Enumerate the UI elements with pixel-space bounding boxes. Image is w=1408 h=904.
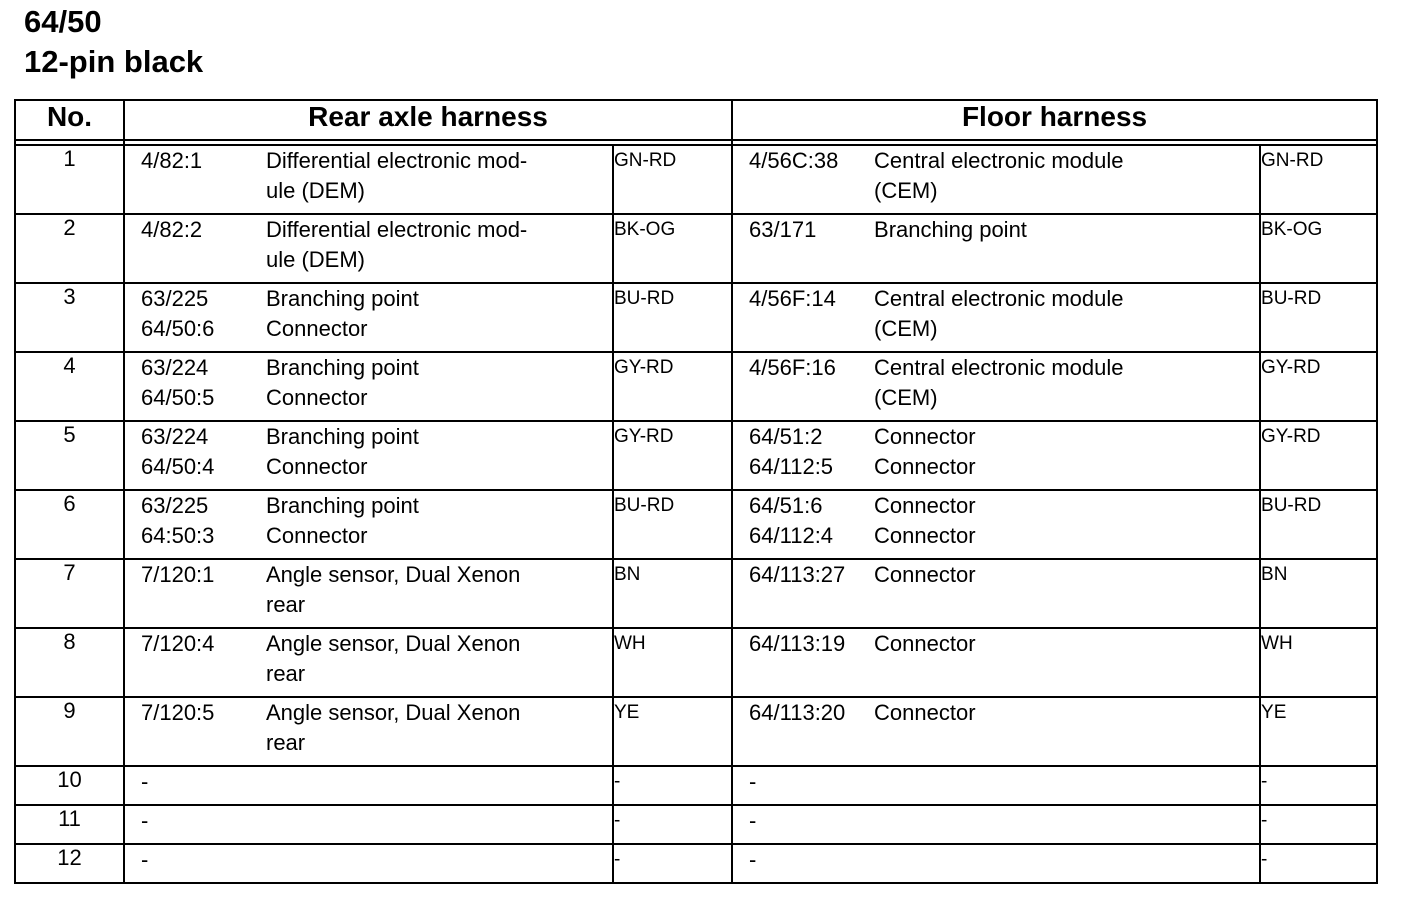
floor-wire-color: [1260, 283, 1377, 352]
rear-description-line-1: Branching point: [266, 493, 419, 518]
rear-wire-color: [613, 490, 732, 559]
floor-wire-color: [1260, 145, 1377, 214]
floor-ref-line-1: -: [749, 847, 757, 872]
floor-ref: [732, 628, 874, 697]
rear-description-line-2: Connector: [266, 385, 368, 410]
rear-description-line-2: ule (DEM): [266, 247, 366, 272]
rear-description: [266, 145, 613, 214]
rear-ref-line-1: 63/224: [141, 355, 209, 380]
floor-wire-color-line-1: BK-OG: [1261, 219, 1323, 240]
rear-description-line-1: Branching point: [266, 286, 419, 311]
floor-ref-line-1: 64/113:19: [749, 631, 846, 656]
rear-description-line-1: Angle sensor, Dual Xenon: [266, 562, 521, 587]
floor-description: [874, 145, 1260, 214]
floor-wire-color: [1260, 844, 1377, 883]
rear-wire-color-line-1: BU-RD: [614, 495, 675, 516]
floor-ref-line-2: 64/112:5: [749, 454, 834, 479]
pin-number-line-1: 4: [63, 353, 76, 378]
floor-ref-line-1: -: [749, 808, 757, 833]
rear-ref-line-1: 7/120:1: [141, 562, 215, 587]
rear-description-line-2: Connector: [266, 523, 368, 548]
pin-number-line-1: 3: [63, 284, 76, 309]
rear-description-line-1: Angle sensor, Dual Xenon: [266, 631, 521, 656]
floor-description: [874, 421, 1260, 490]
rear-description: [266, 766, 613, 805]
rear-ref: [124, 697, 266, 766]
header-no: No.: [15, 100, 124, 140]
floor-description-line-1: Connector: [874, 700, 976, 725]
connector-id: 64/50: [24, 4, 102, 39]
rear-description: [266, 352, 613, 421]
floor-description-line-1: Connector: [874, 631, 976, 656]
floor-ref: [732, 844, 874, 883]
rear-wire-color: [613, 352, 732, 421]
floor-ref-line-1: -: [749, 769, 757, 794]
rear-ref-line-1: 7/120:5: [141, 700, 215, 725]
floor-wire-color: [1260, 559, 1377, 628]
table-row: [15, 766, 1377, 805]
rear-description-line-1: Branching point: [266, 355, 419, 380]
table-row: [15, 490, 1377, 559]
rear-ref: [124, 805, 266, 844]
rear-wire-color: [613, 559, 732, 628]
floor-ref-line-1: 4/56C:38: [749, 148, 839, 173]
pin-number-line-1: 7: [63, 560, 76, 585]
pin-number-line-1: 8: [63, 629, 76, 654]
pin-number-line-1: 12: [57, 845, 82, 870]
rear-wire-color-line-1: BU-RD: [614, 288, 675, 309]
floor-description: [874, 214, 1260, 283]
floor-description: [874, 628, 1260, 697]
rear-wire-color-line-1: -: [614, 849, 621, 870]
table-row: [15, 352, 1377, 421]
floor-description-line-1: Connector: [874, 424, 976, 449]
floor-ref-line-1: 64/51:6: [749, 493, 823, 518]
floor-wire-color-line-1: GY-RD: [1261, 426, 1321, 447]
connector-description: 12-pin black: [24, 44, 204, 79]
rear-ref-line-2: 64/50:4: [141, 454, 215, 479]
floor-ref-line-1: 64/113:27: [749, 562, 846, 587]
pin-number-line-1: 1: [63, 146, 76, 171]
floor-description: [874, 559, 1260, 628]
floor-wire-color: [1260, 214, 1377, 283]
floor-description-line-1: Central electronic module: [874, 148, 1124, 173]
rear-ref: [124, 283, 266, 352]
rear-ref-line-1: 4/82:2: [141, 217, 203, 242]
rear-wire-color: [613, 697, 732, 766]
floor-description-line-1: Branching point: [874, 217, 1027, 242]
rear-wire-color-line-1: WH: [614, 633, 646, 654]
pin-number: [15, 766, 124, 805]
pin-number-line-1: 10: [57, 767, 82, 792]
floor-ref: [732, 352, 874, 421]
rear-description: [266, 697, 613, 766]
rear-description: [266, 805, 613, 844]
floor-ref-line-1: 63/171: [749, 217, 817, 242]
rear-ref: [124, 559, 266, 628]
table-row: [15, 844, 1377, 883]
rear-ref-line-2: 64/50:5: [141, 385, 215, 410]
floor-description: [874, 766, 1260, 805]
header-row: [15, 100, 1377, 140]
pin-number-line-1: 2: [63, 215, 76, 240]
floor-wire-color-line-1: GY-RD: [1261, 357, 1321, 378]
floor-ref-line-1: 64/51:2: [749, 424, 823, 449]
floor-wire-color-line-1: WH: [1261, 633, 1293, 654]
floor-wire-color-line-1: YE: [1261, 702, 1287, 723]
rear-wire-color-line-1: GY-RD: [614, 426, 674, 447]
rear-wire-color: [613, 145, 732, 214]
rear-ref-line-1: 63/225: [141, 286, 209, 311]
floor-wire-color-line-1: BU-RD: [1261, 495, 1322, 516]
pin-number: [15, 214, 124, 283]
floor-ref: [732, 283, 874, 352]
rear-description: [266, 283, 613, 352]
floor-description-line-2: (CEM): [874, 178, 938, 203]
rear-ref: [124, 214, 266, 283]
floor-description-line-2: (CEM): [874, 316, 938, 341]
floor-ref: [732, 145, 874, 214]
floor-ref: [732, 421, 874, 490]
floor-description-line-1: Central electronic module: [874, 355, 1124, 380]
rear-description: [266, 559, 613, 628]
pin-table: [14, 99, 1378, 884]
header-floor-harness: Floor harness: [732, 100, 1377, 140]
floor-wire-color-line-1: -: [1261, 810, 1268, 831]
rear-wire-color: [613, 214, 732, 283]
floor-ref: [732, 559, 874, 628]
rear-wire-color-line-1: BK-OG: [614, 219, 676, 240]
floor-description: [874, 697, 1260, 766]
floor-ref-line-1: 4/56F:16: [749, 355, 836, 380]
pin-number: [15, 628, 124, 697]
pin-number: [15, 145, 124, 214]
rear-wire-color: [613, 844, 732, 883]
floor-ref: [732, 766, 874, 805]
floor-wire-color: [1260, 628, 1377, 697]
pin-number: [15, 352, 124, 421]
floor-wire-color-line-1: -: [1261, 771, 1268, 792]
floor-ref-line-2: 64/112:4: [749, 523, 834, 548]
rear-ref: [124, 145, 266, 214]
rear-ref-line-2: 64/50:6: [141, 316, 215, 341]
floor-description-line-1: Connector: [874, 493, 976, 518]
pin-number-line-1: 5: [63, 422, 76, 447]
rear-ref: [124, 844, 266, 883]
floor-description-line-1: Central electronic module: [874, 286, 1124, 311]
rear-description-line-2: rear: [266, 592, 306, 617]
pin-rows: [15, 145, 1377, 883]
floor-description-line-2: Connector: [874, 523, 976, 548]
pin-number: [15, 283, 124, 352]
floor-wire-color: [1260, 697, 1377, 766]
rear-ref-line-1: 7/120:4: [141, 631, 215, 656]
rear-wire-color: [613, 283, 732, 352]
rear-ref: [124, 490, 266, 559]
floor-ref-line-1: 64/113:20: [749, 700, 846, 725]
rear-wire-color-line-1: GN-RD: [614, 150, 677, 171]
floor-ref: [732, 805, 874, 844]
floor-description: [874, 844, 1260, 883]
table-row: [15, 145, 1377, 214]
rear-ref: [124, 352, 266, 421]
floor-wire-color: [1260, 352, 1377, 421]
floor-ref: [732, 214, 874, 283]
table-row: [15, 628, 1377, 697]
rear-ref: [124, 628, 266, 697]
rear-ref: [124, 766, 266, 805]
floor-description: [874, 283, 1260, 352]
pin-number: [15, 490, 124, 559]
document-title: [24, 2, 203, 82]
rear-ref-line-1: -: [141, 808, 149, 833]
floor-wire-color: [1260, 805, 1377, 844]
rear-wire-color-line-1: -: [614, 810, 621, 831]
pin-number: [15, 697, 124, 766]
pin-number: [15, 559, 124, 628]
rear-wire-color: [613, 628, 732, 697]
rear-description-line-2: Connector: [266, 316, 368, 341]
rear-wire-color-line-1: -: [614, 771, 621, 792]
floor-description: [874, 352, 1260, 421]
rear-description-line-1: Differential electronic mod-: [266, 217, 528, 242]
floor-wire-color: [1260, 766, 1377, 805]
rear-description-line-1: Angle sensor, Dual Xenon: [266, 700, 521, 725]
rear-wire-color-line-1: YE: [614, 702, 640, 723]
pin-number-line-1: 9: [63, 698, 76, 723]
rear-description-line-1: Differential electronic mod-: [266, 148, 528, 173]
rear-ref-line-1: -: [141, 769, 149, 794]
table-row: [15, 283, 1377, 352]
rear-description: [266, 844, 613, 883]
rear-ref: [124, 421, 266, 490]
floor-wire-color-line-1: BU-RD: [1261, 288, 1322, 309]
rear-wire-color: [613, 766, 732, 805]
floor-description: [874, 805, 1260, 844]
rear-ref-line-2: 64:50:3: [141, 523, 215, 548]
floor-ref: [732, 697, 874, 766]
floor-description-line-1: Connector: [874, 562, 976, 587]
floor-description-line-2: (CEM): [874, 385, 938, 410]
rear-description-line-2: Connector: [266, 454, 368, 479]
table-row: [15, 697, 1377, 766]
rear-wire-color: [613, 421, 732, 490]
floor-wire-color: [1260, 490, 1377, 559]
rear-description-line-1: Branching point: [266, 424, 419, 449]
rear-description: [266, 490, 613, 559]
rear-description: [266, 421, 613, 490]
rear-description-line-2: rear: [266, 661, 306, 686]
pin-number: [15, 421, 124, 490]
rear-description: [266, 628, 613, 697]
header-rear-axle-harness: Rear axle harness: [124, 100, 732, 140]
pin-number-line-1: 11: [58, 806, 81, 831]
floor-wire-color-line-1: BN: [1261, 564, 1288, 585]
rear-description-line-2: ule (DEM): [266, 178, 366, 203]
table-row: [15, 559, 1377, 628]
rear-ref-line-1: 4/82:1: [141, 148, 203, 173]
rear-ref-line-1: 63/225: [141, 493, 209, 518]
pin-number-line-1: 6: [63, 491, 76, 516]
floor-description: [874, 490, 1260, 559]
floor-wire-color-line-1: -: [1261, 849, 1268, 870]
rear-wire-color-line-1: BN: [614, 564, 641, 585]
rear-ref-line-1: 63/224: [141, 424, 209, 449]
floor-ref-line-1: 4/56F:14: [749, 286, 836, 311]
floor-wire-color: [1260, 421, 1377, 490]
floor-wire-color-line-1: GN-RD: [1261, 150, 1324, 171]
rear-wire-color-line-1: GY-RD: [614, 357, 674, 378]
rear-ref-line-1: -: [141, 847, 149, 872]
table-row: [15, 805, 1377, 844]
pin-number: [15, 844, 124, 883]
floor-description-line-2: Connector: [874, 454, 976, 479]
rear-description-line-2: rear: [266, 730, 306, 755]
pin-number: [15, 805, 124, 844]
floor-ref: [732, 490, 874, 559]
table-row: [15, 214, 1377, 283]
table-row: [15, 421, 1377, 490]
rear-description: [266, 214, 613, 283]
rear-wire-color: [613, 805, 732, 844]
